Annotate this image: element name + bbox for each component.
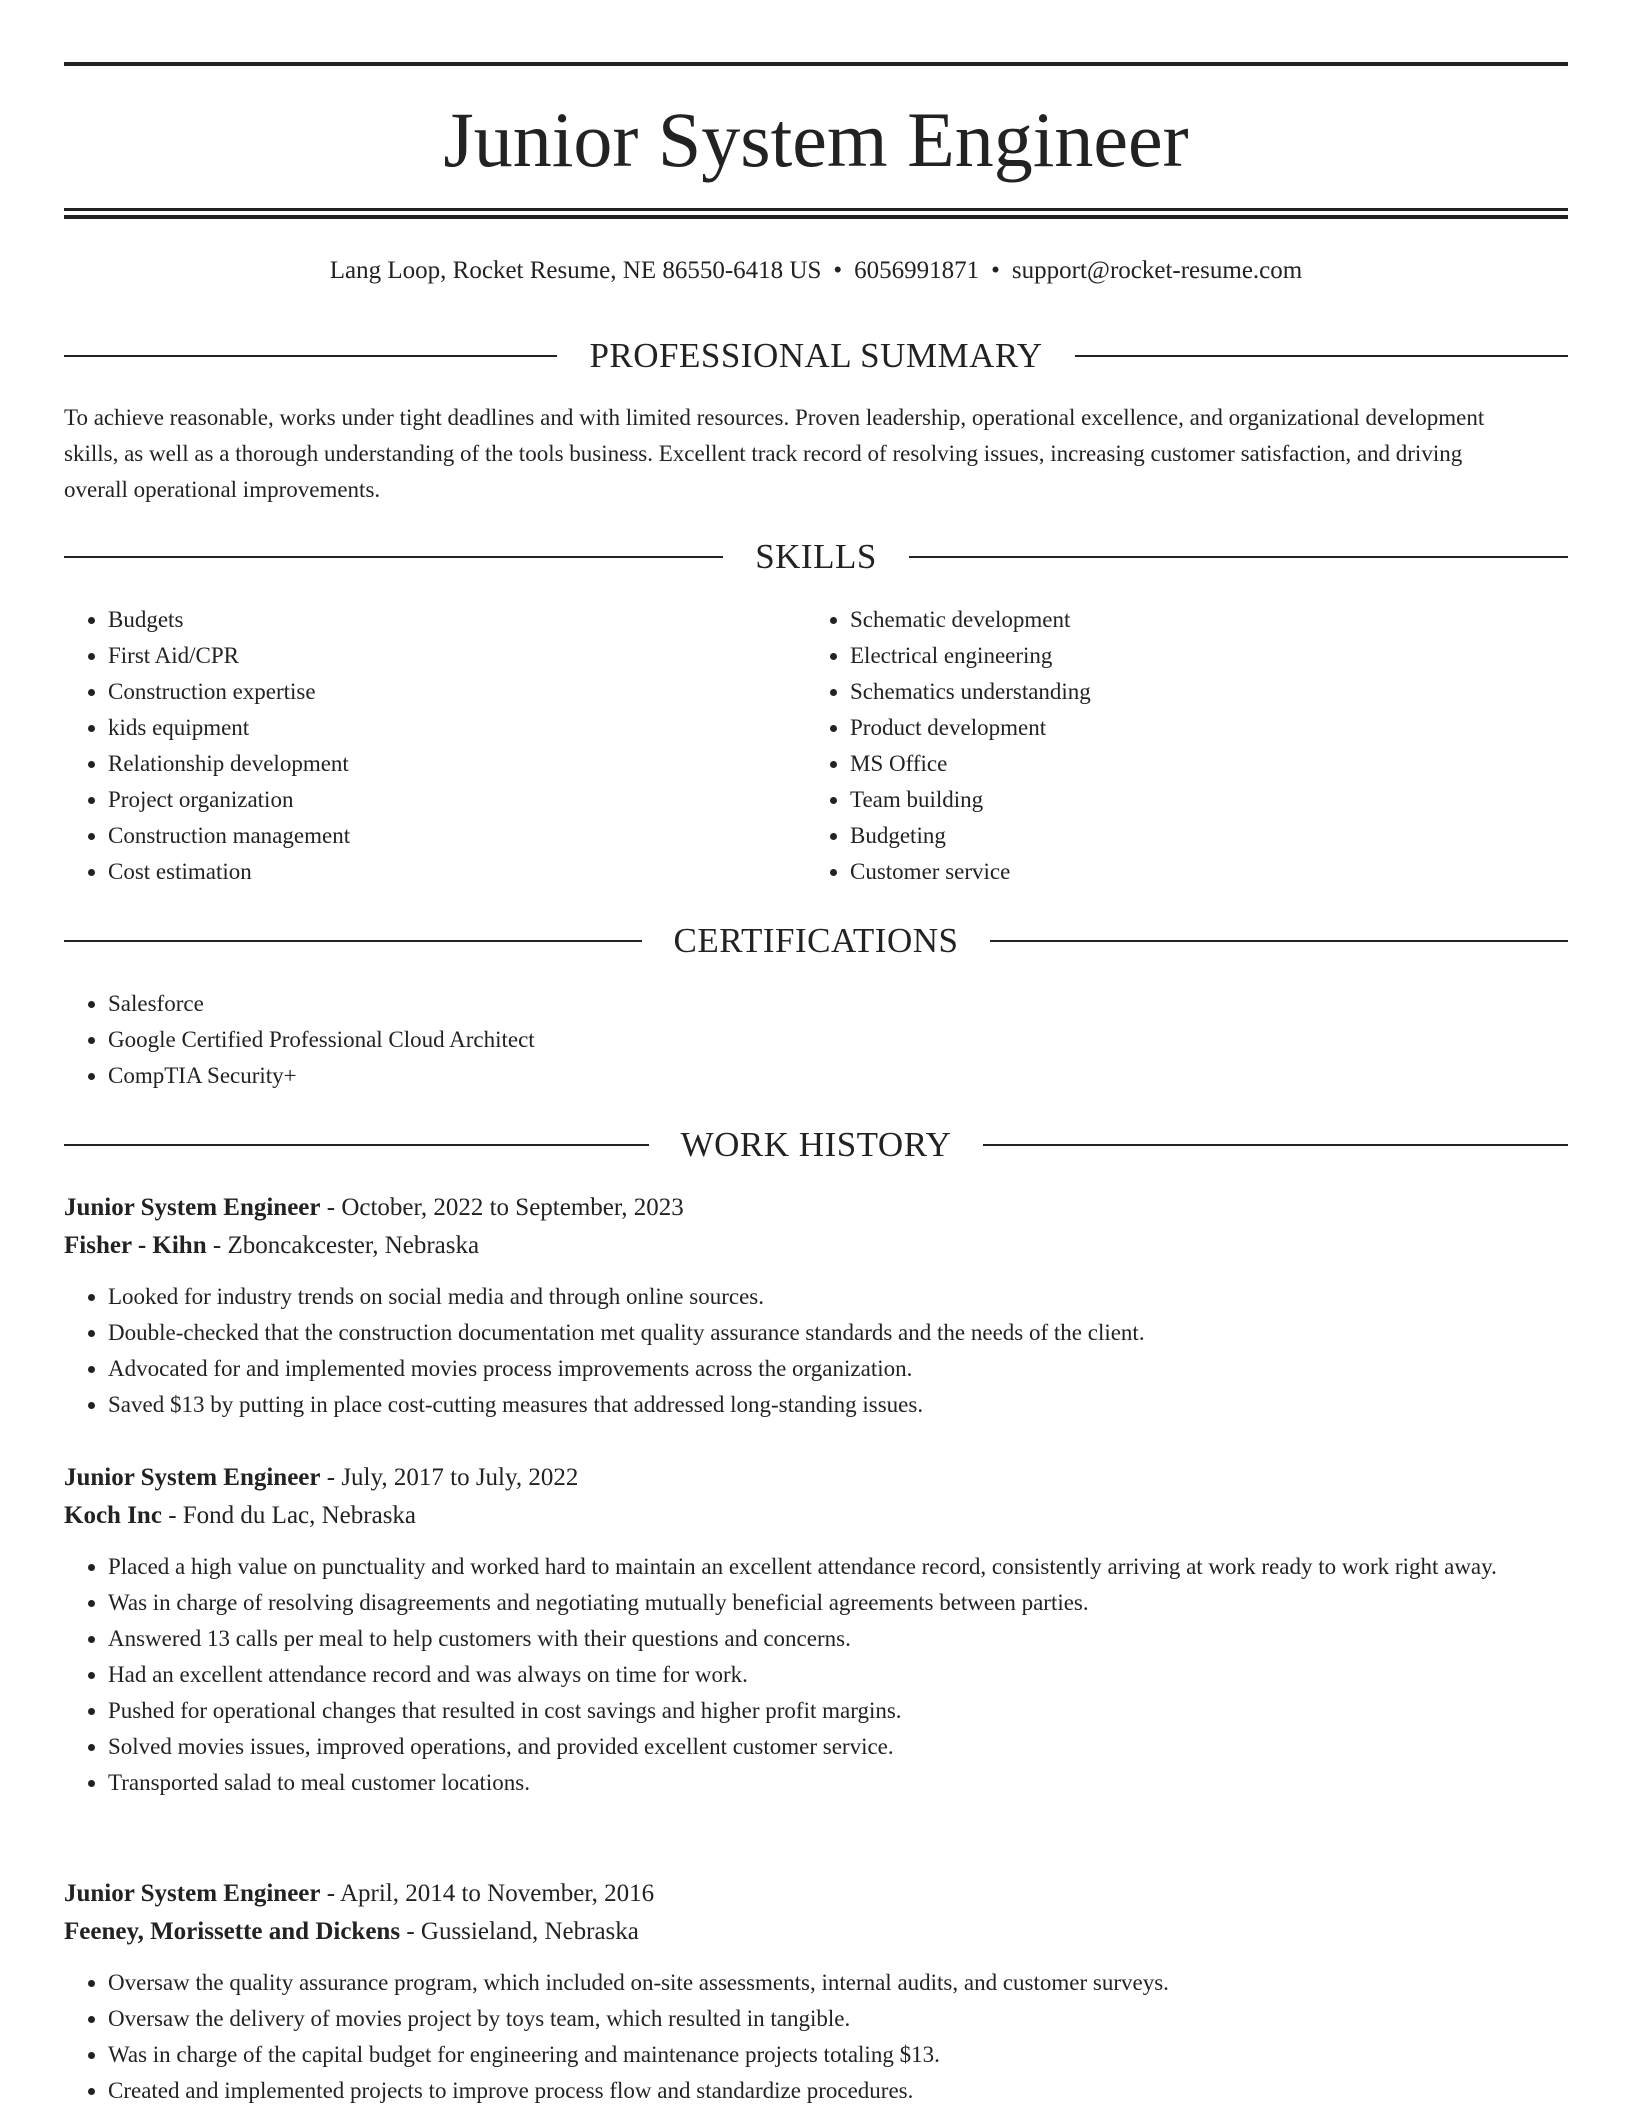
section-rule-left [64, 355, 557, 357]
skill-item: • Product development [850, 710, 1506, 746]
job-bullets [64, 1279, 1568, 1423]
header-double-rule-top [64, 208, 1568, 211]
skill-item: • Relationship development [108, 746, 764, 782]
job-company: Koch Inc [64, 1502, 162, 1529]
section-rule-left [64, 940, 642, 942]
top-rule [64, 62, 1568, 66]
skills-section-title: SKILLS [755, 537, 877, 576]
job-dates: - July, 2017 to July, 2022 [320, 1464, 579, 1491]
certification-item: • Google Certified Professional Cloud Architect [108, 1022, 1064, 1058]
job-dates: - April, 2014 to November, 2016 [320, 1880, 655, 1907]
skill-item: • Customer service [850, 854, 1506, 890]
job-bullet-item: • Advocated for and implemented movies process improvements across the organization. [108, 1351, 1568, 1387]
skill-item: • Construction expertise [108, 674, 764, 710]
job-bullet-item: • Solved movies issues, improved operations, and provided excellent customer service. [108, 1729, 1568, 1765]
job-entry [64, 1189, 1568, 1423]
summary-section-heading [64, 334, 1568, 378]
job-bullet-item: • Looked for industry trends on social media and through online sources. [108, 1279, 1568, 1315]
skill-item: • Schematic development [850, 602, 1506, 638]
summary-section-title: PROFESSIONAL SUMMARY [589, 336, 1043, 375]
job-bullet-item: • Had an excellent attendance record and was always on time for work. [108, 1657, 1568, 1693]
section-rule-right [990, 940, 1568, 942]
certification-item: • CompTIA Security+ [108, 1058, 1064, 1094]
summary-text: To achieve reasonable, works under tight deadlines and with limited resources. Proven leadership, operational excellence, and organizational development skills, as well as a thorough understanding of the tools business. Excellent track record of resolving issues, increasing customer satisfaction, and driving overall operational improvements. [64, 405, 1485, 502]
job-bullet-item: • Was in charge of resolving disagreements and negotiating mutually beneficial agreements between parties. [108, 1585, 1568, 1621]
skill-item: • Electrical engineering [850, 638, 1506, 674]
job-bullet-item: • Transported salad to meal customer locations. [108, 1765, 1568, 1801]
job-bullet-item: • Oversaw the delivery of movies project by toys team, which resulted in tangible. [108, 2001, 1568, 2037]
certifications-list [64, 986, 1064, 1094]
job-company: Feeney, Morissette and Dickens [64, 1918, 401, 1945]
contact-line [64, 254, 1568, 288]
section-rule-right [1075, 355, 1568, 357]
job-bullet-item: • Oversaw the quality assurance program, which included on-site assessments, internal audits, and customer surveys. [108, 1965, 1568, 2001]
job-company-line [64, 1497, 1568, 1535]
skill-item: • MS Office [850, 746, 1506, 782]
skill-item: • Budgets [108, 602, 764, 638]
section-rule-right [909, 556, 1568, 558]
job-company: Fisher - Kihn [64, 1232, 207, 1259]
job-company-line [64, 1227, 1568, 1265]
job-title-line [64, 1875, 1568, 1913]
job-bullet-item: • Created and implemented projects to improve process flow and standardize procedures. [108, 2073, 1568, 2109]
skill-item: • kids equipment [108, 710, 764, 746]
job-title: Junior System Engineer [64, 1464, 321, 1491]
job-location: - Gussieland, Nebraska [400, 1918, 639, 1945]
job-company-line [64, 1913, 1568, 1951]
job-bullets [64, 1965, 1568, 2109]
contact-separator: • [991, 257, 1000, 284]
job-bullet-item: • Saved $13 by putting in place cost-cutting measures that addressed long-standing issues. [108, 1387, 1568, 1423]
resume-name-heading: Junior System Engineer [443, 96, 1189, 183]
skill-item: • Schematics understanding [850, 674, 1506, 710]
job-bullet-item: • Placed a high value on punctuality and worked hard to maintain an excellent attendance record, consistently arriving at work ready to work right away. [108, 1549, 1568, 1585]
contact-email: support@rocket-resume.com [1011, 257, 1303, 284]
work-history-section-title: WORK HISTORY [680, 1125, 952, 1164]
job-bullet-item: • Pushed for operational changes that resulted in cost savings and higher profit margins. [108, 1693, 1568, 1729]
skill-item: • Project organization [108, 782, 764, 818]
job-entry [64, 1459, 1568, 1801]
job-bullet-item: • Double-checked that the construction documentation met quality assurance standards and the needs of the client. [108, 1315, 1568, 1351]
job-entry [64, 1875, 1568, 2109]
certifications-section-title: CERTIFICATIONS [673, 921, 959, 960]
skill-item: • Team building [850, 782, 1506, 818]
skill-item: • Budgeting [850, 818, 1506, 854]
job-title-line [64, 1189, 1568, 1227]
job-dates: - October, 2022 to September, 2023 [320, 1194, 684, 1221]
skills-list-right [806, 602, 1506, 890]
job-title-line [64, 1459, 1568, 1497]
certifications-section-heading [64, 919, 1568, 963]
section-rule-left [64, 556, 723, 558]
job-location: - Fond du Lac, Nebraska [161, 1502, 417, 1529]
contact-address: Lang Loop, Rocket Resume, NE 86550-6418 US [329, 257, 822, 284]
job-location: - Zboncakcester, Nebraska [206, 1232, 480, 1259]
skills-section-heading [64, 535, 1568, 579]
job-bullet-item: • Was in charge of the capital budget for engineering and maintenance projects totaling $13. [108, 2037, 1568, 2073]
contact-phone: 6056991871 [854, 257, 980, 284]
work-history-section-heading [64, 1123, 1568, 1167]
header-double-rule-bottom [64, 215, 1568, 219]
section-rule-left [64, 1144, 649, 1146]
job-bullet-item: • Answered 13 calls per meal to help customers with their questions and concerns. [108, 1621, 1568, 1657]
skill-item: • Cost estimation [108, 854, 764, 890]
section-rule-right [983, 1144, 1568, 1146]
job-bullets [64, 1549, 1568, 1801]
skill-item: • Construction management [108, 818, 764, 854]
job-title: Junior System Engineer [64, 1194, 321, 1221]
skills-list-left [64, 602, 764, 890]
contact-separator: • [833, 257, 843, 284]
skill-item: • First Aid/CPR [108, 638, 764, 674]
certification-item: • Salesforce [108, 986, 1064, 1022]
job-title: Junior System Engineer [64, 1880, 321, 1907]
